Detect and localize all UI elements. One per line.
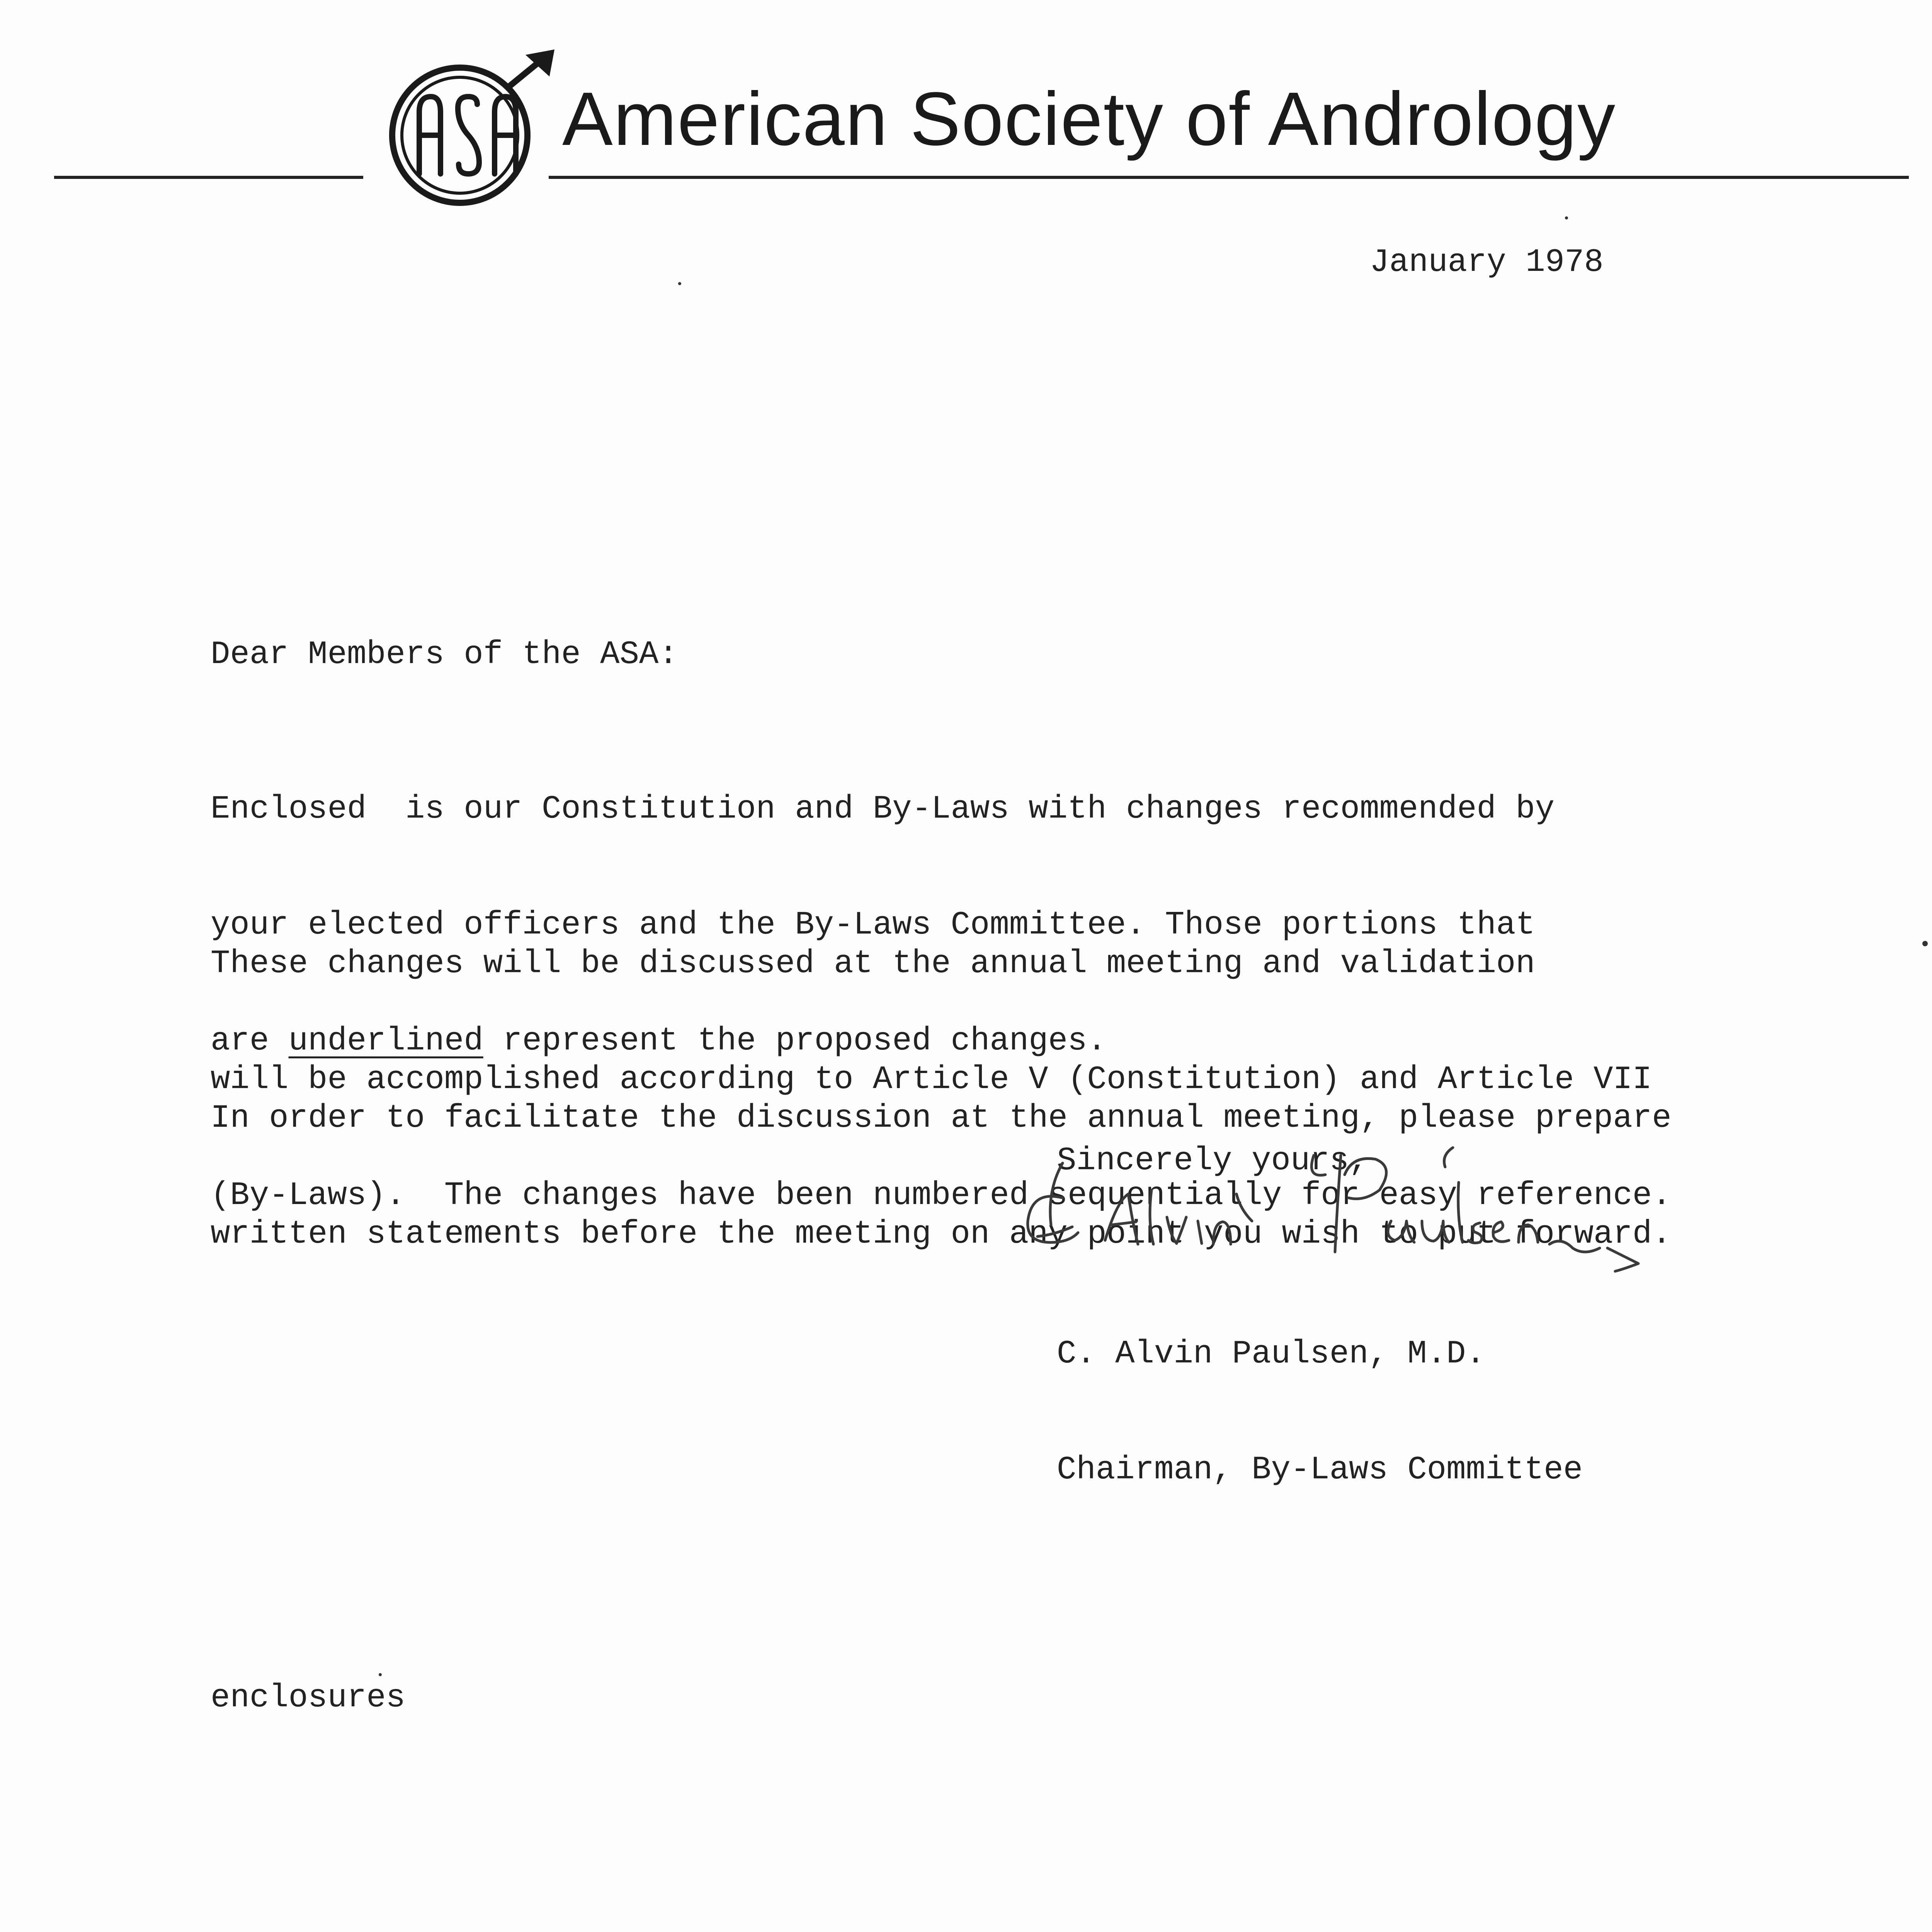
signer-block bbox=[1057, 1258, 1583, 1567]
paragraph-line: (By-Laws). The changes have been numbered sequentially for easy reference. bbox=[211, 1177, 1672, 1214]
signer-title: Chairman, By-Laws Committee bbox=[1057, 1452, 1583, 1488]
underlined-word: underlined bbox=[288, 1023, 483, 1060]
line-text: are bbox=[211, 1023, 289, 1060]
letter-date: January 1978 bbox=[1370, 244, 1604, 281]
enclosures-note: enclosures bbox=[211, 1680, 406, 1716]
line-text: represent the proposed changes. bbox=[483, 1023, 1107, 1060]
signer-name: C. Alvin Paulsen, M.D. bbox=[1057, 1336, 1485, 1372]
scan-speck bbox=[1565, 216, 1568, 219]
letterhead-rule-right bbox=[549, 176, 1909, 179]
letterhead-rule-left bbox=[54, 176, 363, 179]
paragraph-line: Enclosed is our Constitution and By-Laws with changes recommended by bbox=[211, 791, 1555, 828]
closing: Sincerely yours, bbox=[1057, 1143, 1369, 1179]
organization-name: American Society of Andrology bbox=[562, 77, 1616, 161]
paragraph-line: written statements before the meeting on any point you wish to put forward. bbox=[211, 1216, 1672, 1253]
scan-speck bbox=[678, 282, 681, 285]
asa-logo-icon bbox=[383, 46, 560, 209]
scan-speck bbox=[379, 1673, 382, 1676]
paragraph-line: These changes will be discussed at the annual meeting and validation bbox=[211, 946, 1535, 982]
paragraph-line: will be accomplished according to Article V (Constitution) and Article VII bbox=[211, 1061, 1652, 1098]
scan-speck bbox=[1922, 941, 1928, 946]
paragraph-line: your elected officers and the By-Laws Committee. Those portions that bbox=[211, 907, 1535, 944]
paragraph-line: In order to facilitate the discussion at the annual meeting, please prepare bbox=[211, 1100, 1672, 1137]
salutation: Dear Members of the ASA: bbox=[211, 636, 678, 673]
